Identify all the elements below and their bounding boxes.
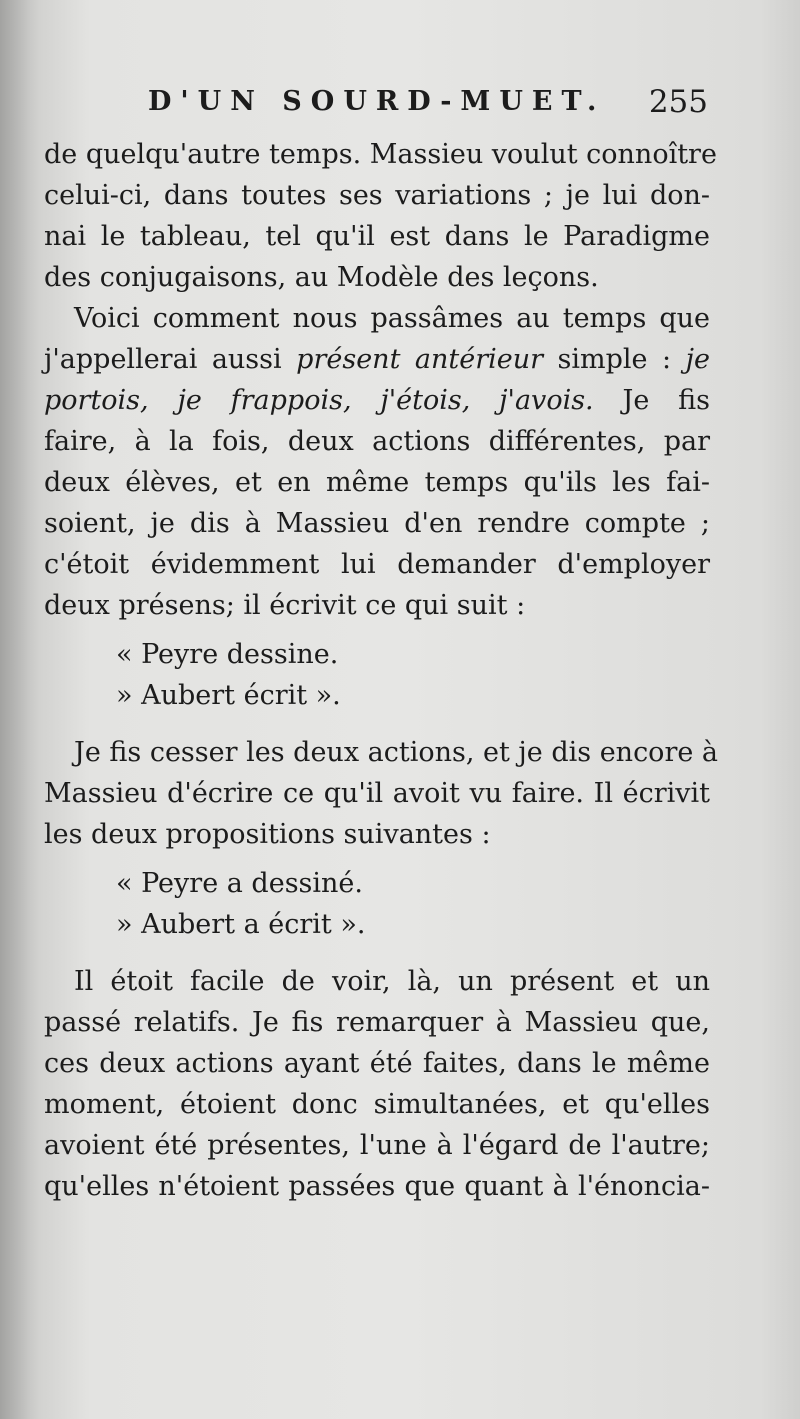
quote-line: » Aubert a écrit ». — [116, 909, 366, 940]
text-line: soient, je dis à Massieu d'en rendre compte ; — [44, 508, 710, 539]
text-line: Il étoit facile de voir, là, un présent et un — [74, 966, 710, 997]
text-line: deux présens; il écrivit ce qui suit : — [44, 590, 526, 621]
body-text — [44, 134, 719, 1207]
text-line: qu'elles n'étoient passées que quant à l'énoncia- — [44, 1171, 710, 1202]
text-line: deux élèves, et en même temps qu'ils les fai- — [44, 467, 710, 498]
text-line: Je fis cesser les deux actions, et je dis encore à — [74, 737, 719, 768]
text-line — [44, 339, 710, 380]
page-header — [148, 86, 708, 130]
text-line: passé relatifs. Je fis remarquer à Massieu que, — [44, 1007, 710, 1038]
italic-example: je — [685, 344, 710, 375]
text-line: de quelqu'autre temps. Massieu voulut connoître — [44, 139, 717, 170]
text-line: des conjugaisons, au Modèle des leçons. — [44, 262, 599, 293]
text-line: moment, étoient donc simultanées, et qu'elles — [44, 1089, 710, 1120]
running-head: D'UN SOURD-MUET. — [148, 86, 606, 117]
text-line: celui-ci, dans toutes ses variations ; je lui don- — [44, 180, 710, 211]
italic-examples: portois, je frappois, j'étois, j'avois. — [44, 385, 594, 416]
gutter-shadow — [0, 0, 40, 1419]
text-line: faire, à la fois, deux actions différentes, par — [44, 426, 710, 457]
text-span: Je fis — [593, 385, 710, 416]
italic-term: présent antérieur — [296, 344, 544, 375]
text-line: Massieu d'écrire ce qu'il avoit vu faire. Il écrivit — [44, 778, 710, 809]
quote-line: « Peyre a dessiné. — [116, 868, 363, 899]
text-line: nai le tableau, tel qu'il est dans le Paradigme — [44, 221, 710, 252]
text-line — [44, 380, 710, 421]
quote-line: » Aubert écrit ». — [116, 680, 341, 711]
text-line: les deux propositions suivantes : — [44, 819, 491, 850]
text-span: simple : — [543, 344, 686, 375]
text-span: j'appellerai aussi — [44, 344, 297, 375]
text-line: avoient été présentes, l'une à l'égard de l'autre; — [44, 1130, 710, 1161]
text-line: ces deux actions ayant été faites, dans le même — [44, 1048, 710, 1079]
text-line: c'étoit évidemment lui demander d'employer — [44, 549, 710, 580]
page-number: 255 — [648, 84, 708, 120]
text-line: Voici comment nous passâmes au temps que — [74, 303, 710, 334]
quote-line: « Peyre dessine. — [116, 639, 339, 670]
